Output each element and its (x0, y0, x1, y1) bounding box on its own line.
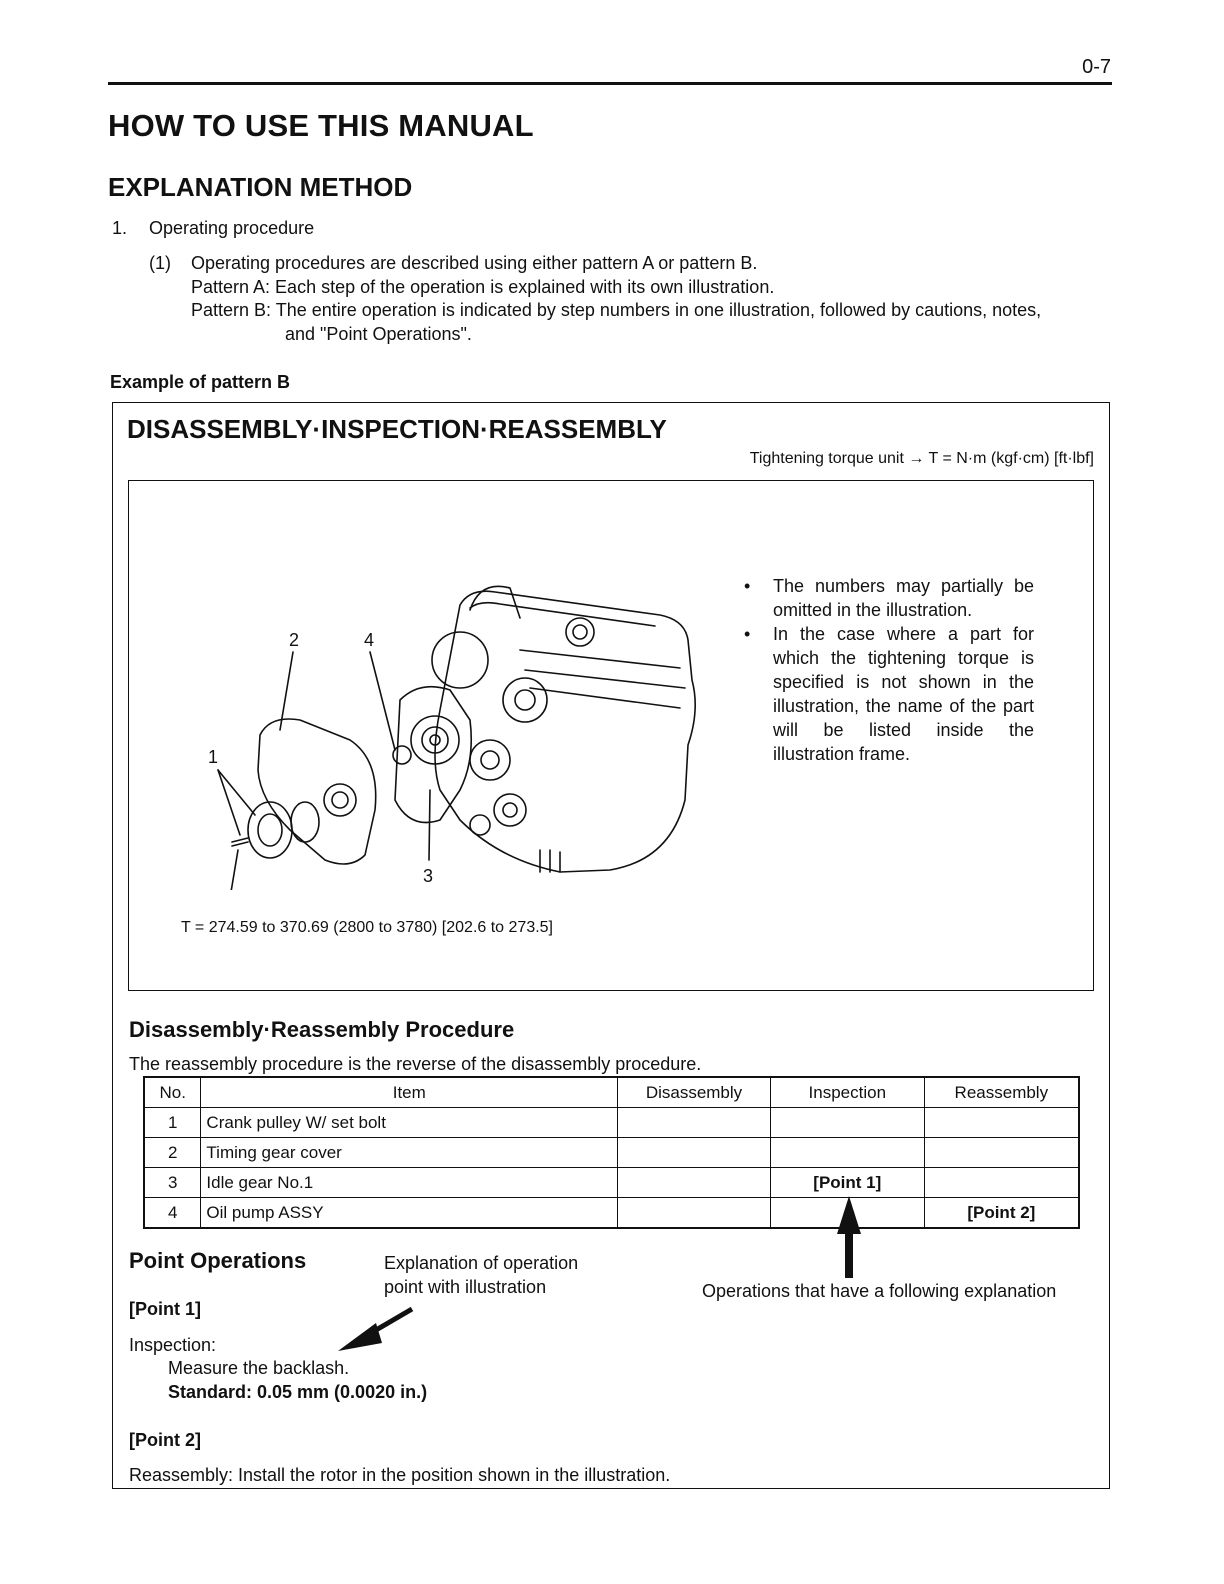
item-label: Operating procedure (149, 218, 315, 238)
header-inspection: Inspection (770, 1077, 924, 1108)
table-row (144, 1108, 1079, 1138)
callout-3: 3 (423, 866, 434, 886)
cell-item: Timing gear cover (201, 1138, 618, 1168)
cell-no: 1 (144, 1108, 201, 1138)
point-1-label: [Point 1] (129, 1299, 201, 1319)
cell-disassembly (618, 1168, 771, 1198)
cell-reassembly: [Point 2] (924, 1198, 1079, 1229)
cell-reassembly (924, 1108, 1079, 1138)
annotation-right: Operations that have a following explanation (702, 1281, 1057, 1301)
note-item: • The numbers may partially be omitted in the illustration. (744, 574, 1034, 622)
pattern-a-text: Pattern A: Each step of the operation is explained with its own illustration. (191, 277, 775, 297)
note-item: • In the case where a part for which the tightening torque is specified is not shown in the illustration, the name of the part will be listed inside the illustration frame. (744, 622, 1034, 766)
table-row (144, 1198, 1079, 1229)
callout-4: 4 (364, 630, 375, 650)
torque-unit-note: Tightening torque unit → T = N·m (kgf·cm) [ft·lbf] (749, 450, 1094, 467)
torque-spec: T = 274.59 to 370.69 (2800 to 3780) [202.6 to 273.5] (181, 919, 553, 936)
cell-inspection: [Point 1] (770, 1168, 924, 1198)
sub-item-number: (1) (149, 253, 171, 273)
example-label: Example of pattern B (110, 372, 291, 392)
cell-item: Crank pulley W/ set bolt (201, 1108, 618, 1138)
cell-item: Idle gear No.1 (201, 1168, 618, 1198)
table-row (144, 1138, 1079, 1168)
table-header-row (144, 1077, 1079, 1108)
callout-2: 2 (289, 630, 300, 650)
header-rule (108, 82, 1112, 85)
header-item: Item (201, 1077, 618, 1108)
point-operations-title: Point Operations (129, 1248, 307, 1273)
cell-no: 3 (144, 1168, 201, 1198)
header-disassembly: Disassembly (618, 1077, 771, 1108)
annotation-left-line-2: point with illustration (384, 1277, 547, 1297)
cell-inspection (770, 1108, 924, 1138)
pattern-b-text: Pattern B: The entire operation is indicated by step numbers in one illustration, followed by cautions, notes, (191, 300, 1042, 320)
procedure-table (143, 1076, 1080, 1229)
table-row (144, 1168, 1079, 1198)
cell-inspection (770, 1138, 924, 1168)
page-number: 0-7 (1082, 56, 1111, 78)
pattern-b-text-cont: and "Point Operations". (285, 324, 472, 344)
point-1-standard: Standard: 0.05 mm (0.0020 in.) (168, 1382, 428, 1402)
header-no: No. (144, 1077, 201, 1108)
cell-item: Oil pump ASSY (201, 1198, 618, 1229)
point-2-label: [Point 2] (129, 1430, 201, 1450)
point-1-category: Inspection: (129, 1335, 217, 1355)
procedure-note: The reassembly procedure is the reverse of the disassembly procedure. (129, 1054, 702, 1074)
cell-reassembly (924, 1168, 1079, 1198)
item-number: 1. (112, 218, 128, 238)
diagonal-arrow-icon (336, 1305, 416, 1355)
engine-illustration (140, 560, 720, 890)
callout-1: 1 (208, 747, 219, 767)
timing-gear-cover (258, 719, 376, 864)
procedure-title: Disassembly·Reassembly Procedure (129, 1017, 515, 1042)
cell-disassembly (618, 1198, 771, 1229)
annotation-left-line-1: Explanation of operation (384, 1253, 579, 1273)
engine-block (435, 591, 695, 872)
point-2-text: Reassembly: Install the rotor in the position shown in the illustration. (129, 1465, 671, 1485)
header-reassembly: Reassembly (924, 1077, 1079, 1108)
cell-reassembly (924, 1138, 1079, 1168)
page-title: HOW TO USE THIS MANUAL (108, 108, 534, 143)
cell-no: 4 (144, 1198, 201, 1229)
section-title: EXPLANATION METHOD (108, 172, 413, 202)
sub-item-line-1: Operating procedures are described using either pattern A or pattern B. (191, 253, 758, 273)
cell-no: 2 (144, 1138, 201, 1168)
illustration-notes (744, 574, 1034, 766)
point-1-text: Measure the backlash. (168, 1358, 350, 1378)
example-title: DISASSEMBLY·INSPECTION·REASSEMBLY (127, 414, 667, 444)
up-arrow-icon (834, 1196, 864, 1280)
cell-disassembly (618, 1108, 771, 1138)
cell-disassembly (618, 1138, 771, 1168)
